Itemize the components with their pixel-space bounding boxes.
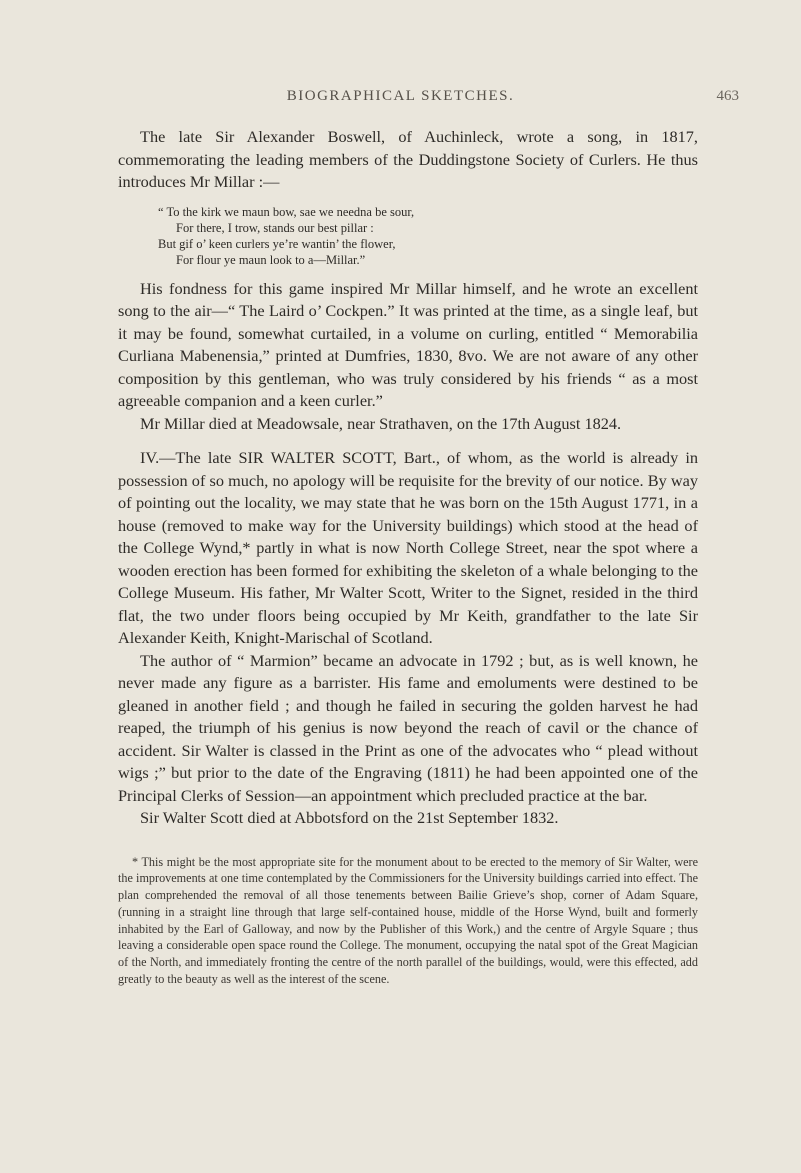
section-gap <box>118 435 698 447</box>
running-head: BIOGRAPHICAL SKETCHES. <box>286 88 515 104</box>
page-body <box>118 126 698 1000</box>
verse-line-1: “ To the kirk we maun bow, sae we needna be sour, <box>158 204 415 219</box>
paragraph-boswell: The late Sir Alexander Boswell, of Auchinleck, wrote a song, in 1817, commemorating the leading members of the Duddingstone Society of Curlers. He thus introduces Mr Millar :— <box>118 127 698 191</box>
paragraph-scott-birth: IV.—The late SIR WALTER SCOTT, Bart., of whom, as the world is already in possession of so much, no apology will be requisite for the brevity of our notice. By way of pointing out the locality, we may state that he was born on the 15th August 1771, in a house (removed to make way for the University buildings) which stood at the head of the College Wynd,* partly in what is now North College Street, near the spot where a wooden erection has been formed for exhibiting the skeleton of a whale belonging to the College Museum. His father, Mr Walter Scott, Writer to the Signet, resided in the third flat, the two under floors being occupied by Mr Keith, grandfather to the late Sir Alexander Keith, Knight-Marischal of Scotland. <box>118 448 698 647</box>
paragraph-scott-career: The author of “ Marmion” became an advocate in 1792 ; but, as is well known, he never made any figure as a barrister. His fame and emoluments were destined to be gleaned in another field ; and though he failed in securing the golden harvest he had reaped, the triumph of his genius is now beyond the reach of cavil or the chance of accident. Sir Walter is classed in the Print as one of the advocates who “ plead without wigs ;” but prior to the date of the Engraving (1811) he had been appointed one of the Principal Clerks of Session—an appointment which precluded practice at the bar. <box>118 650 698 805</box>
verse-line-4: For flour ye maun look to a—Millar.” <box>176 252 366 267</box>
verse-line-3: But gif o’ keen curlers ye’re wantin’ the flower, <box>158 236 396 251</box>
verse-quotation <box>158 204 698 268</box>
paragraph-millar-song: His fondness for this game inspired Mr Millar himself, and he wrote an excellent song to the air—“ The Laird o’ Cockpen.” It was printed at the time, as a single leaf, but it may be found, somewhat curtailed, in a volume on curling, entitled “ Memorabilia Curliana Mabenensia,” printed at Dumfries, 1830, 8vo. We are not aware of any other composition by this gentleman, who was truly considered by his friends “ as a most agreeable companion and a keen curler.” <box>118 278 698 410</box>
paragraph-scott-death: Sir Walter Scott died at Abbotsford on the 21st September 1832. <box>140 808 559 827</box>
footnote: * This might be the most appropriate site for the monument about to be erected to the memory of Sir Walter, were the improvements at one time contemplated by the Commissioners for the University buildings carried into effect. The plan comprehended the removal of all those tenements between Bailie Grieve’s shop, corner of Adam Square, (running in a straight line through that large self-contained house, middle of the Horse Wynd, built and formerly inhabited by the Earl of Galloway, and now by the Publisher of this Work,) and the centre of Argyle Square ; thus leaving a considerable open space round the College. The monument, occupying the natal spot of the Great Magician of the North, and immediately fronting the centre of the north parallel of the buildings, would, were this effected, add greatly to the beauty as well as the interest of the scene. <box>118 854 698 987</box>
page-header <box>0 88 801 112</box>
paragraph-millar-death: Mr Millar died at Meadowsale, near Strathaven, on the 17th August 1824. <box>140 413 622 433</box>
page-number: 463 <box>716 88 739 104</box>
verse-line-2: For there, I trow, stands our best pillar : <box>176 220 374 235</box>
